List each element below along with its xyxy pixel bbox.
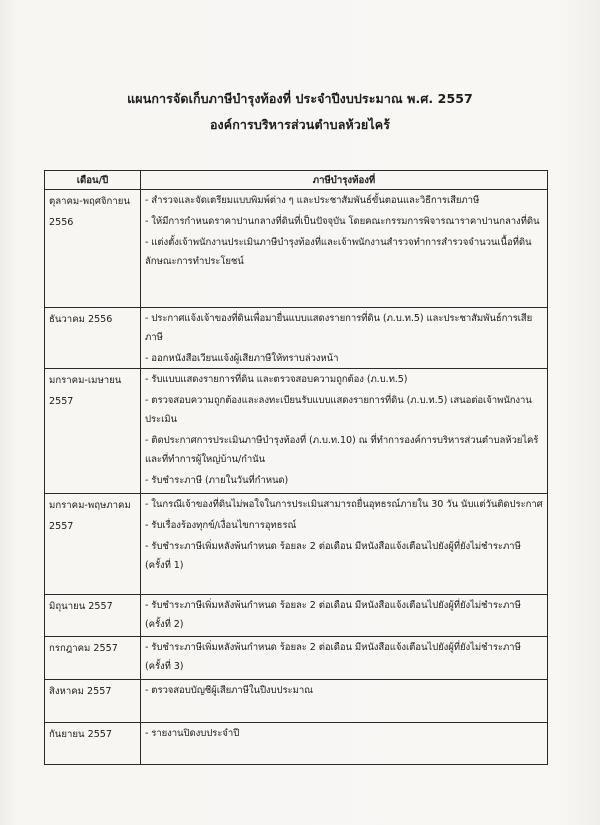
- row-month: มิถุนายน 2557: [45, 595, 141, 637]
- row-tasks: [141, 680, 548, 723]
- task-item: - ในกรณีเจ้าของที่ดินไม่พอใจในการประเมินสามารถยื่นอุทธรณ์ภายใน 30 วัน นับแต่วันติดประกาศ: [145, 499, 543, 510]
- table-row: [45, 494, 548, 595]
- row-tasks: [141, 369, 548, 494]
- table-row: [45, 369, 548, 494]
- table-row: [45, 680, 548, 723]
- row-tasks: [141, 494, 548, 595]
- row-month: กันยายน 2557: [45, 723, 141, 765]
- row-month: สิงหาคม 2557: [45, 680, 141, 723]
- table-row: [45, 595, 548, 637]
- task-item: - รับชำระภาษีเพิ่มหลังพ้นกำหนด ร้อยละ 2 ต่อเดือน มีหนังสือแจ้งเตือนไปยังผู้ที่ยังไม่ชำระภาษี (ครั้งที่ 3): [145, 642, 521, 672]
- task-item: - ให้มีการกำหนดราคาปานกลางที่ดินที่เป็นปัจจุบัน โดยคณะกรรมการพิจารณาราคาปานกลางที่ดิน: [145, 216, 540, 227]
- document-title: แผนการจัดเก็บภาษีบำรุงท้องที่ ประจำปีงบประมาณ พ.ศ. 2557: [127, 91, 473, 106]
- task-item: - ประกาศแจ้งเจ้าของที่ดินเพื่อมายื่นแบบแสดงรายการที่ดิน (ภ.บ.ท.5) และประชาสัมพันธ์การเสียภาษี: [145, 313, 533, 343]
- table-row: [45, 190, 548, 308]
- task-item: - ติดประกาศการประเมินภาษีบำรุงท้องที่ (ภ.บ.ท.10) ณ ที่ทำการองค์การบริหารส่วนตำบลห้วยไคร้ และที่ทำการผู้ใหญ่บ้าน/กำนัน: [145, 435, 539, 465]
- header-tax: ภาษีบำรุงท้องที่: [141, 171, 548, 190]
- row-month: ตุลาคม-พฤศจิกายน 2556: [45, 190, 141, 308]
- task-item: - รายงานปิดงบประจำปี: [145, 728, 240, 739]
- tax-collection-plan-table: [44, 170, 548, 765]
- row-tasks: [141, 637, 548, 680]
- task-item: - ออกหนังสือเวียนแจ้งผู้เสียภาษีให้ทราบล่วงหน้า: [145, 353, 339, 364]
- row-month: มกราคม-เมษายน 2557: [45, 369, 141, 494]
- row-month: กรกฎาคม 2557: [45, 637, 141, 680]
- task-item: - รับเรื่องร้องทุกข์/เงื่อนไขการอุทธรณ์: [145, 520, 297, 531]
- row-tasks: [141, 595, 548, 637]
- task-item: - แต่งตั้งเจ้าพนักงานประเมินภาษีบำรุงท้องที่และเจ้าพนักงานสำรวจทำการสำรวจจำนวนเนื้อที่ดิน ลักษณะการทำประโยชน์: [145, 237, 532, 267]
- table-row: [45, 308, 548, 369]
- task-item: - รับชำระภาษี (ภายในวันที่กำหนด): [145, 475, 289, 486]
- table-row: [45, 723, 548, 765]
- header-month: เดือน/ปี: [45, 171, 141, 190]
- row-tasks: [141, 190, 548, 308]
- task-item: - รับแบบแสดงรายการที่ดิน และตรวจสอบความถูกต้อง (ภ.บ.ท.5): [145, 374, 408, 385]
- row-month: มกราคม-พฤษภาคม 2557: [45, 494, 141, 595]
- task-item: - ตรวจสอบบัญชีผู้เสียภาษีในปีงบประมาณ: [145, 685, 313, 696]
- document-subtitle: องค์การบริหารส่วนตำบลห้วยไคร้: [209, 117, 391, 132]
- task-item: - รับชำระภาษีเพิ่มหลังพ้นกำหนด ร้อยละ 2 ต่อเดือน มีหนังสือแจ้งเตือนไปยังผู้ที่ยังไม่ชำระภาษี (ครั้งที่ 2): [145, 600, 521, 630]
- row-tasks: [141, 308, 548, 369]
- row-tasks: [141, 723, 548, 765]
- row-month: ธันวาคม 2556: [45, 308, 141, 369]
- task-item: - ตรวจสอบความถูกต้องและลงทะเบียนรับแบบแสดงรายการที่ดิน (ภ.บ.ท.5) เสนอต่อเจ้าพนักงานประเมิน: [145, 395, 532, 425]
- task-item: - รับชำระภาษีเพิ่มหลังพ้นกำหนด ร้อยละ 2 ต่อเดือน มีหนังสือแจ้งเตือนไปยังผู้ที่ยังไม่ชำระภาษี (ครั้งที่ 1): [145, 541, 521, 571]
- task-item: - สำรวจและจัดเตรียมแบบพิมพ์ต่าง ๆ และประชาสัมพันธ์ขั้นตอนและวิธีการเสียภาษี: [145, 195, 480, 206]
- table-header-row: [45, 171, 548, 190]
- table-row: [45, 637, 548, 680]
